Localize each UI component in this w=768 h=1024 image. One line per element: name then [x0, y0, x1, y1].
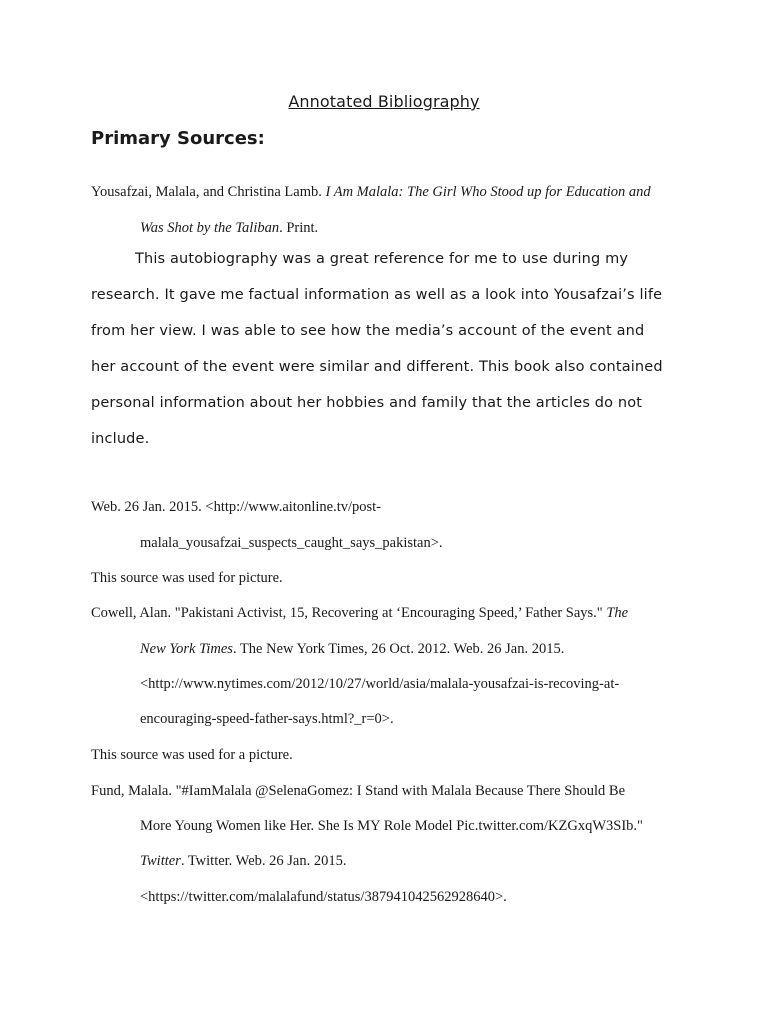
citation-text: Web. 26 Jan. 2015. <http://www.aitonline.tv/post-: [91, 499, 381, 515]
citation-line: [91, 605, 628, 622]
source-note: This source was used for picture.: [91, 570, 283, 586]
citation-line: [91, 499, 381, 516]
citation-url: encouraging-speed-father-says.html?_r=0>.: [140, 711, 394, 727]
citation-text: . The New York Times, 26 Oct. 2012. Web. 26 Jan. 2015.: [232, 641, 565, 657]
section-heading: Primary Sources:: [91, 128, 265, 149]
citation-text: Cowell, Alan. "Pakistani Activist, 15, Recovering at ‘Encouraging Speed,’ Father Says.": [91, 605, 607, 621]
citation-url: <http://www.nytimes.com/2012/10/27/world/asia/malala-yousafzai-is-recoving-at-: [140, 676, 620, 692]
citation-line: [140, 818, 643, 835]
citation-text: . Twitter. Web. 26 Jan. 2015.: [180, 853, 347, 869]
annotation-line: her account of the event were similar and different. This book also contained: [91, 359, 663, 375]
citation-title-italic: Twitter: [140, 853, 181, 869]
citation-url: malala_yousafzai_suspects_caught_says_pakistan>.: [140, 535, 443, 551]
citation-text: More Young Women like Her. She Is MY Role Model Pic.twitter.com/KZGxqW3SIb.": [140, 818, 643, 834]
document-title: Annotated Bibliography: [288, 92, 480, 111]
citation-line: [140, 535, 443, 552]
citation-line: [140, 676, 619, 693]
annotation-line: This autobiography was a great reference for me to use during my: [135, 251, 629, 267]
annotation-line: from her view. I was able to see how the media’s account of the event and: [91, 323, 645, 339]
citation-title-italic: New York Times: [140, 641, 233, 657]
citation-text: Yousafzai, Malala, and Christina Lamb.: [91, 184, 326, 200]
citation-line: [140, 641, 564, 658]
annotation-line: personal information about her hobbies and family that the articles do not: [91, 395, 643, 411]
citation-line: [140, 220, 318, 237]
citation-line: [140, 853, 346, 870]
source-note: This source was used for a picture.: [91, 747, 293, 763]
citation-text: . Print.: [279, 220, 319, 236]
citation-title-italic: The: [606, 605, 629, 621]
citation-line: [140, 711, 394, 728]
citation-title-italic: Was Shot by the Taliban: [140, 220, 280, 236]
annotation-line: include.: [91, 431, 150, 447]
citation-text: Fund, Malala. "#IamMalala @SelenaGomez: I Stand with Malala Because There Should Be: [91, 783, 626, 799]
citation-title-italic: I Am Malala: The Girl Who Stood up for Education and: [325, 184, 651, 200]
citation-line: [91, 783, 625, 800]
annotation-line: research. It gave me factual information as well as a look into Yousafzai’s life: [91, 287, 663, 303]
citation-line: [140, 889, 507, 906]
citation-url: <https://twitter.com/malalafund/status/387941042562928640>.: [140, 889, 507, 905]
citation-line: [91, 184, 651, 201]
